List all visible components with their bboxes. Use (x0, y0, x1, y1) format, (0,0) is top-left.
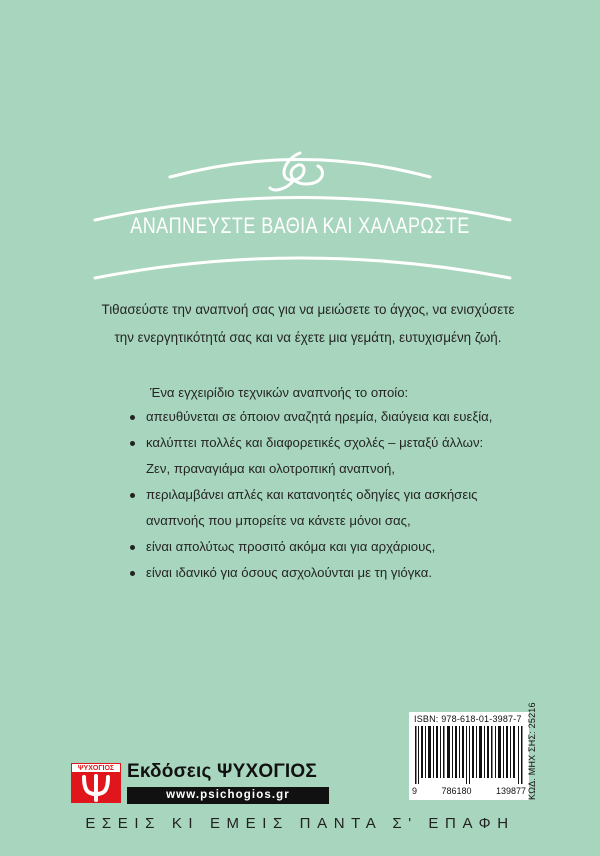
barcode-digit-lead: 9 (412, 786, 418, 796)
barcode-label (409, 712, 529, 800)
barcode-digits (412, 786, 526, 796)
list-item (128, 560, 548, 586)
publisher-motto: ΕΣΕΙΣ ΚΙ ΕΜΕΙΣ ΠΑΝΤΑ Σ' ΕΠΑΦΗ (85, 815, 515, 832)
logo-text: ΨΥΧΟΓΙΟΣ (71, 763, 121, 773)
publisher-logo (71, 763, 121, 803)
list-item-line: περιλαμβάνει απλές και κατανοητές οδηγίες για ασκήσεις (146, 487, 478, 502)
banner-ornament (0, 120, 600, 290)
list-item-line: καλύπτει πολλές και διαφορετικές σχολές – μεταξύ άλλων: (146, 435, 484, 450)
publisher-url[interactable]: www.psichogios.gr (127, 787, 329, 804)
psi-icon (79, 774, 113, 802)
intro-line-2: την ενεργητικότητά σας και να έχετε μια γεμάτη, ευτυχισμένη ζωή. (114, 330, 502, 345)
intro-line-1: Τιθασεύστε την αναπνοή σας για να μειώσετε το άγχος, να ενισχύσετε (101, 302, 515, 317)
barcode-digit-group: 786180 (441, 786, 472, 796)
list-item (128, 534, 548, 560)
list-item-line: απευθύνεται σε όποιον αναζητά ηρεμία, διαύγεια και ευεξία, (146, 409, 493, 424)
list-item-line: αναπνοής που μπορείτε να κάνετε μόνοι σας, (146, 513, 411, 528)
barcode-digit-group: 139877 (495, 786, 526, 796)
list-item (128, 430, 548, 482)
intro-paragraph (98, 296, 518, 352)
list-item-line: είναι απολύτως προσιτό ακόμα και για αρχάριους, (146, 539, 436, 554)
list-item (128, 482, 548, 534)
list-item-line: Ζεν, πραναγιάμα και ολοτροπική αναπνοή, (146, 461, 395, 476)
list-item-line: είναι ιδανικό για όσους ασχολούνται με τη γιόγκα. (146, 565, 433, 580)
list-intro: Ένα εγχειρίδιο τεχνικών αναπνοής το οποίο: (150, 385, 409, 400)
publisher-name: Εκδόσεις ΨΥΧΟΓΙΟΣ (127, 761, 317, 782)
banner-title: ΑΝΑΠΝΕΥΣΤΕ ΒΑΘΙΑ ΚΑΙ ΧΑΛΑΡΩΣΤΕ (130, 213, 470, 238)
list-item (128, 404, 548, 430)
isbn-text: ISBN: 978-618-01-3987-7 (414, 714, 522, 724)
barcode-icon (415, 726, 523, 784)
product-code: ΚΩΔ. ΜΗΧ ΣΗΣ: 25216 (527, 702, 537, 800)
feature-list (128, 404, 548, 586)
